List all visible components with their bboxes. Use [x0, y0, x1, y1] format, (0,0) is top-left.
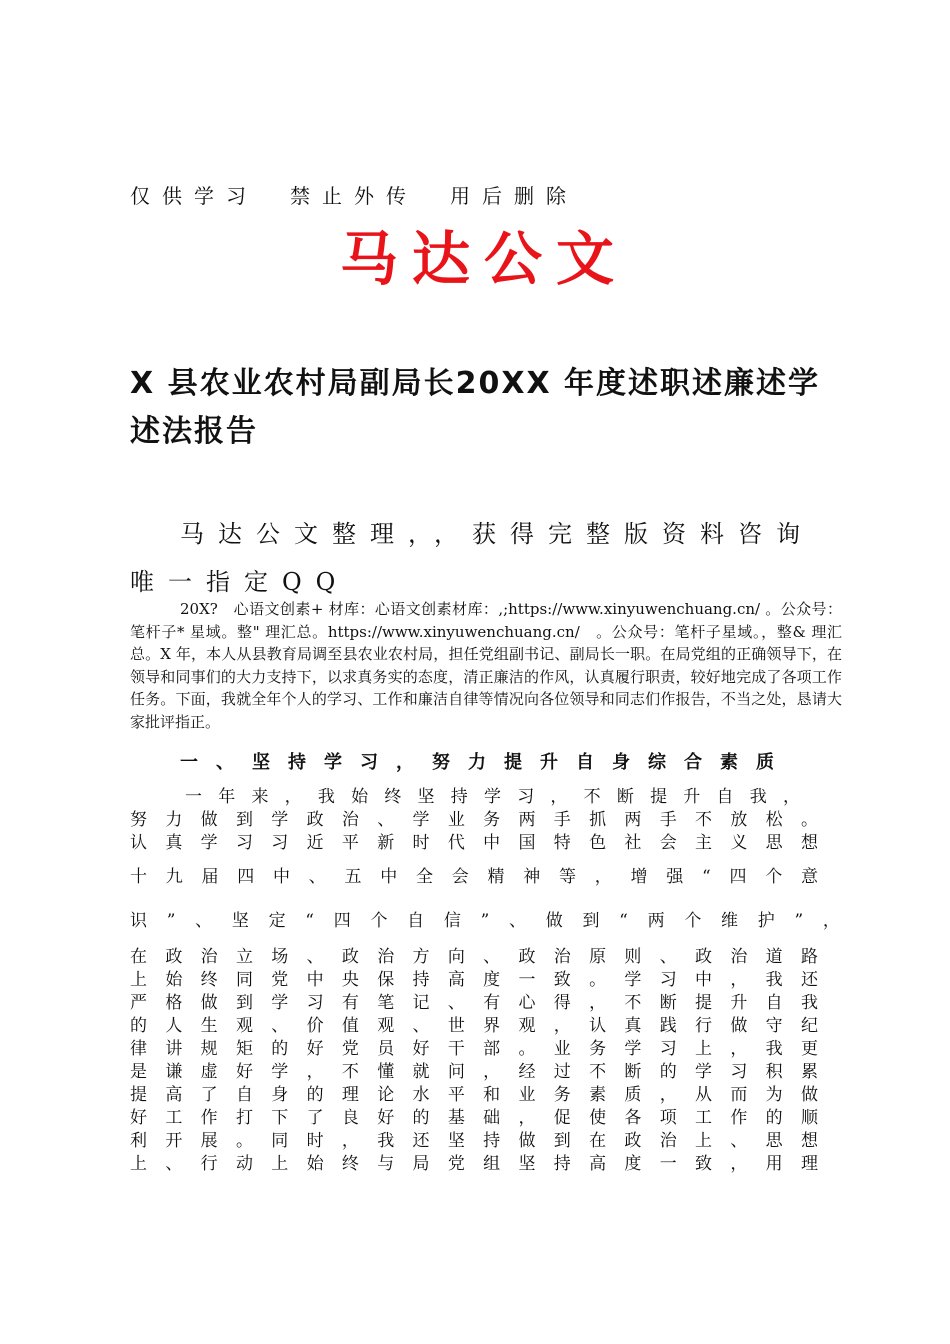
intro-paragraph: 马达公文整理，，获得完整版资料咨询唯一指定QQ	[130, 520, 814, 596]
brand-logo-text: 马达公文	[340, 225, 629, 293]
text-line: 在 政 治 立 场 、 政 治 方 向 、 政 治 原 则 、 政 治 道 路	[130, 947, 818, 967]
text-line: 上 、 行 动 上 始 终 与 局 党 组 坚 持 高 度 一 致 ， 用 理	[130, 1154, 818, 1174]
text-line: 是 谦 虚 好 学 ， 不 懂 就 问 ， 经 过 不 断 的 学 习 积 累	[130, 1062, 818, 1082]
section-heading: 一、坚持学习，努力提升自身综合素质	[180, 752, 792, 773]
text-line: 利 开 展 。 同 时 ， 我 还 坚 持 做 到 在 政 治 上 、 思 想	[130, 1131, 818, 1151]
text-line: 认 真 学 习 习 近 平 新 时 代 中 国 特 色 社 会 主 义 思 想	[130, 833, 818, 853]
body-paragraph: 20X? 心语文创素+ 材库：心语文创素材库：,;https://www.xinyuwenchuang.cn/ 。公众号：笔杆子* 星域。整" 理汇总。https://www.xinyuwenchuang.cn/ 。公众号：笔杆子星域。，整& 理汇总。X 年，本人从县教育局调至县农业农村局，担任党组副书记、副局长一职。在局党组的正确领导下，在领导和同事们的大力支持下，以求真务实的态度，清正廉洁的作风，认真履行职责，较好地完成了各项工作任务。下面，我就全年个人的学习、工作和廉洁自律等情况向各位领导和同志们作报告，不当之处，恳请大家批评指正。	[130, 600, 842, 731]
usage-notice: 仅供学习 禁止外传 用后删除	[130, 184, 578, 208]
text-line: 律 讲 规 矩 的 好 党 员 好 干 部 。 业 务 学 习 上 ， 我 更	[130, 1039, 818, 1059]
text-line: 严 格 做 到 学 习 有 笔 记 、 有 心 得 ， 不 断 提 升 自 我	[130, 993, 818, 1013]
text-line: 识 ” 、 坚 定 “ 四 个 自 信 ” 、 做 到 “ 两 个 维 护 ” ，	[130, 911, 840, 931]
document-title: X 县农业农村局副局长20XX 年度述职述廉述学述法报告	[130, 366, 821, 449]
text-line: 提 高 了 自 身 的 理 论 水 平 和 业 务 素 质 ， 从 而 为 做	[130, 1085, 818, 1105]
text-line: 努 力 做 到 学 政 治 、 学 业 务 两 手 抓 两 手 不 放 松 。	[130, 810, 818, 830]
text-line: 上 始 终 同 党 中 央 保 持 高 度 一 致 。 学 习 中 ， 我 还	[130, 970, 818, 990]
text-line: 十 九 届 四 中 、 五 中 全 会 精 神 等 ， 增 强 “ 四 个 意	[130, 867, 818, 887]
text-line: 好 工 作 打 下 了 良 好 的 基 础 ， 促 使 各 项 工 作 的 顺	[130, 1108, 818, 1128]
text-line: 的 人 生 观 、 价 值 观 、 世 界 观 ， 认 真 践 行 做 守 纪	[130, 1016, 818, 1036]
text-line: 一 年 来 ， 我 始 终 坚 持 学 习 ， 不 断 提 升 自 我 ，	[185, 787, 800, 807]
